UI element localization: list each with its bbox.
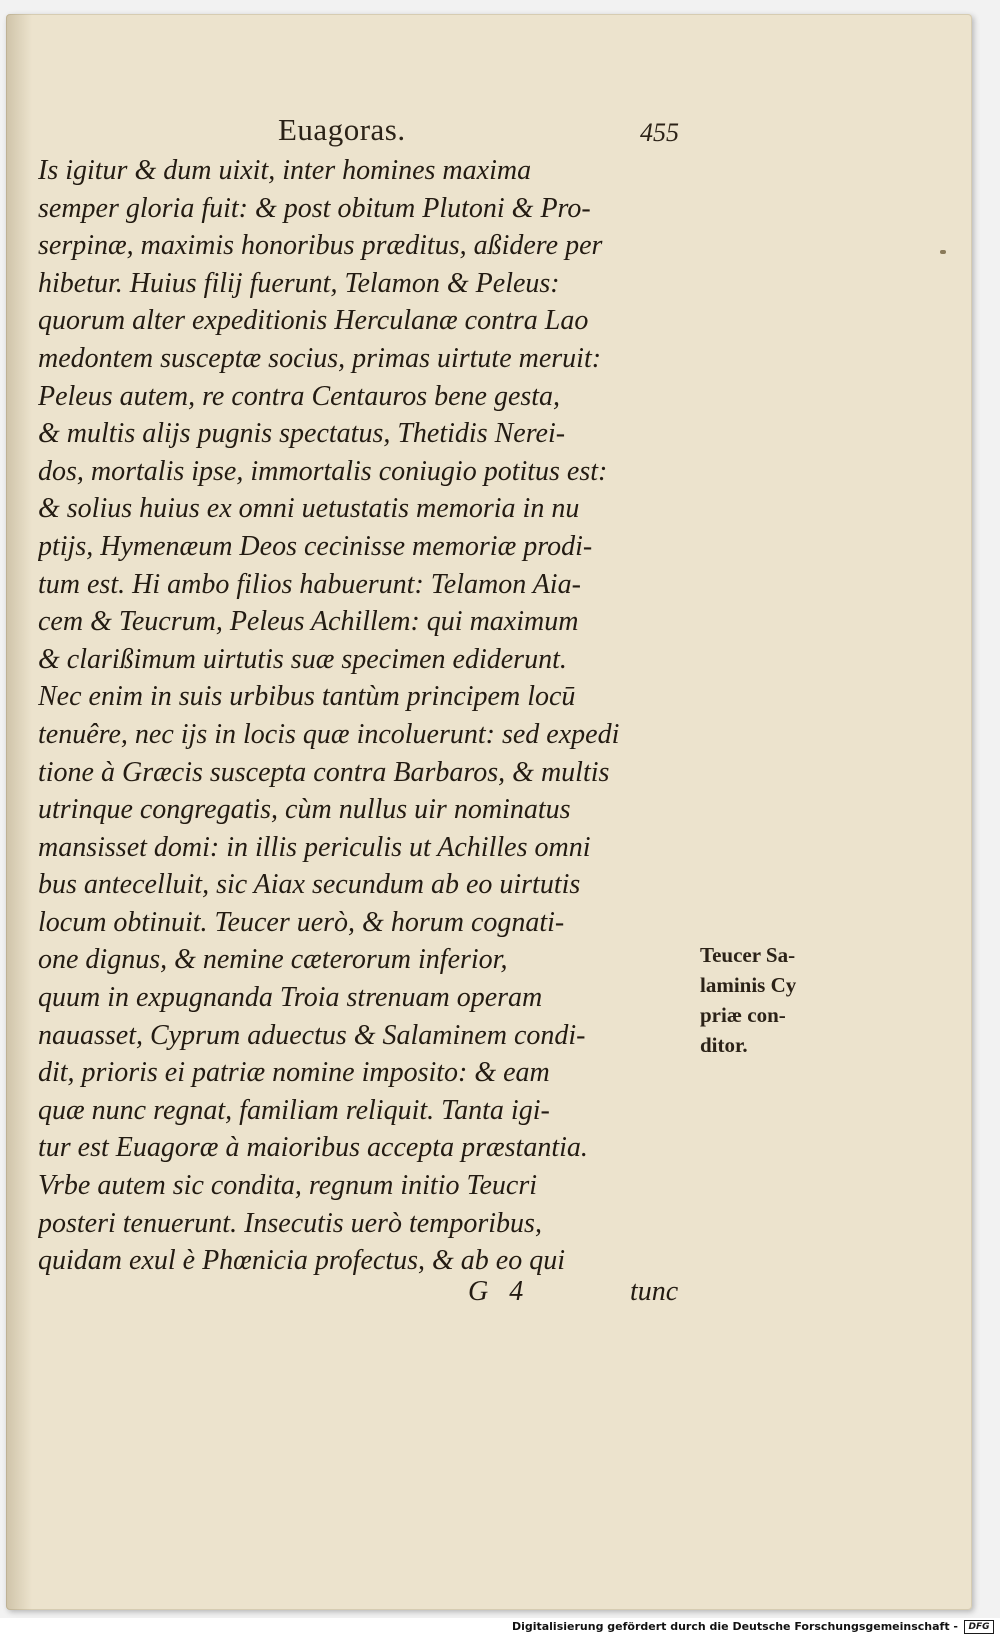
text-line: Vrbe autem sic condita, regnum initio Teucri bbox=[38, 1170, 538, 1202]
page-number: 455 bbox=[640, 118, 679, 147]
marginal-note-line: priæ con- bbox=[700, 1003, 786, 1027]
text-line: Nec enim in suis urbibus tantùm principem locū bbox=[38, 681, 576, 713]
text-line: utrinque congregatis, cùm nullus uir nominatus bbox=[38, 794, 571, 826]
dfg-logo: DFG bbox=[964, 1620, 994, 1634]
marginal-note-line: laminis Cy bbox=[700, 973, 797, 997]
text-line: quidam exul è Phœnicia profectus, & ab eo qui bbox=[38, 1245, 565, 1277]
text-line: Is igitur & dum uixit, inter homines maxima bbox=[38, 155, 532, 186]
body-text bbox=[38, 152, 698, 1280]
marginal-note-line: Teucer Sa- bbox=[700, 943, 796, 967]
text-line: tione à Græcis suscepta contra Barbaros, & multis bbox=[38, 756, 610, 788]
text-line: one dignus, & nemine cæterorum inferior, bbox=[38, 944, 508, 976]
catchword: tunc bbox=[630, 1276, 679, 1307]
digitization-footer bbox=[0, 1618, 1000, 1636]
text-line: mansisset domi: in illis periculis ut Achilles omni bbox=[38, 831, 591, 863]
text-line: semper gloria fuit: & post obitum Plutoni & Pro- bbox=[38, 192, 591, 224]
signature-mark: G 4 bbox=[468, 1276, 524, 1307]
text-line: & clarißimum uirtutis suæ specimen ediderunt. bbox=[38, 643, 567, 675]
text-line: quæ nunc regnat, familiam reliquit. Tanta igi- bbox=[38, 1094, 550, 1126]
running-head: Euagoras. bbox=[278, 112, 406, 147]
marginal-note-line: ditor. bbox=[700, 1033, 748, 1057]
funding-credit: Digitalisierung gefördert durch die Deutsche Forschungsgemeinschaft - bbox=[511, 1620, 958, 1633]
text-line: hibetur. Huius filij fuerunt, Telamon & Peleus: bbox=[38, 267, 560, 299]
text-line: nauasset, Cyprum aduectus & Salaminem condi- bbox=[38, 1019, 586, 1051]
text-line: tur est Euagoræ à maioribus accepta præstantia. bbox=[38, 1132, 588, 1164]
text-line: ptijs, Hymenæum Deos cecinisse memoriæ prodi- bbox=[38, 530, 593, 562]
page-gutter-shadow bbox=[6, 14, 32, 1610]
text-line: serpinæ, maximis honoribus præditus, aßidere per bbox=[38, 230, 603, 262]
text-line: quum in expugnanda Troia strenuam operam bbox=[38, 982, 543, 1014]
text-line: bus antecelluit, sic Aiax secundum ab eo uirtutis bbox=[38, 869, 581, 901]
paper-speck bbox=[940, 250, 946, 254]
text-line: dit, prioris ei patriæ nomine imposito: & eam bbox=[38, 1057, 550, 1089]
text-line: Peleus autem, re contra Centauros bene gesta, bbox=[38, 380, 561, 412]
text-line: dos, mortalis ipse, immortalis coniugio potitus est: bbox=[38, 455, 608, 487]
text-line: posteri tenuerunt. Insecutis uerò temporibus, bbox=[38, 1207, 542, 1239]
marginal-note bbox=[700, 940, 830, 1060]
text-line: cem & Teucrum, Peleus Achillem: qui maximum bbox=[38, 606, 579, 638]
text-line: & solius huius ex omni uetustatis memoria in nu bbox=[38, 493, 580, 525]
text-line: tum est. Hi ambo filios habuerunt: Telamon Aia- bbox=[38, 568, 581, 600]
text-line: medontem susceptæ socius, primas uirtute meruit: bbox=[38, 342, 602, 374]
text-line: tenuêre, nec ijs in locis quæ incoluerunt: sed expedi bbox=[38, 718, 620, 750]
text-line: & multis alijs pugnis spectatus, Thetidis Nerei- bbox=[38, 418, 566, 450]
text-line: quorum alter expeditionis Herculanæ contra Lao bbox=[38, 305, 589, 337]
text-line: locum obtinuit. Teucer uerò, & horum cognati- bbox=[38, 906, 565, 938]
